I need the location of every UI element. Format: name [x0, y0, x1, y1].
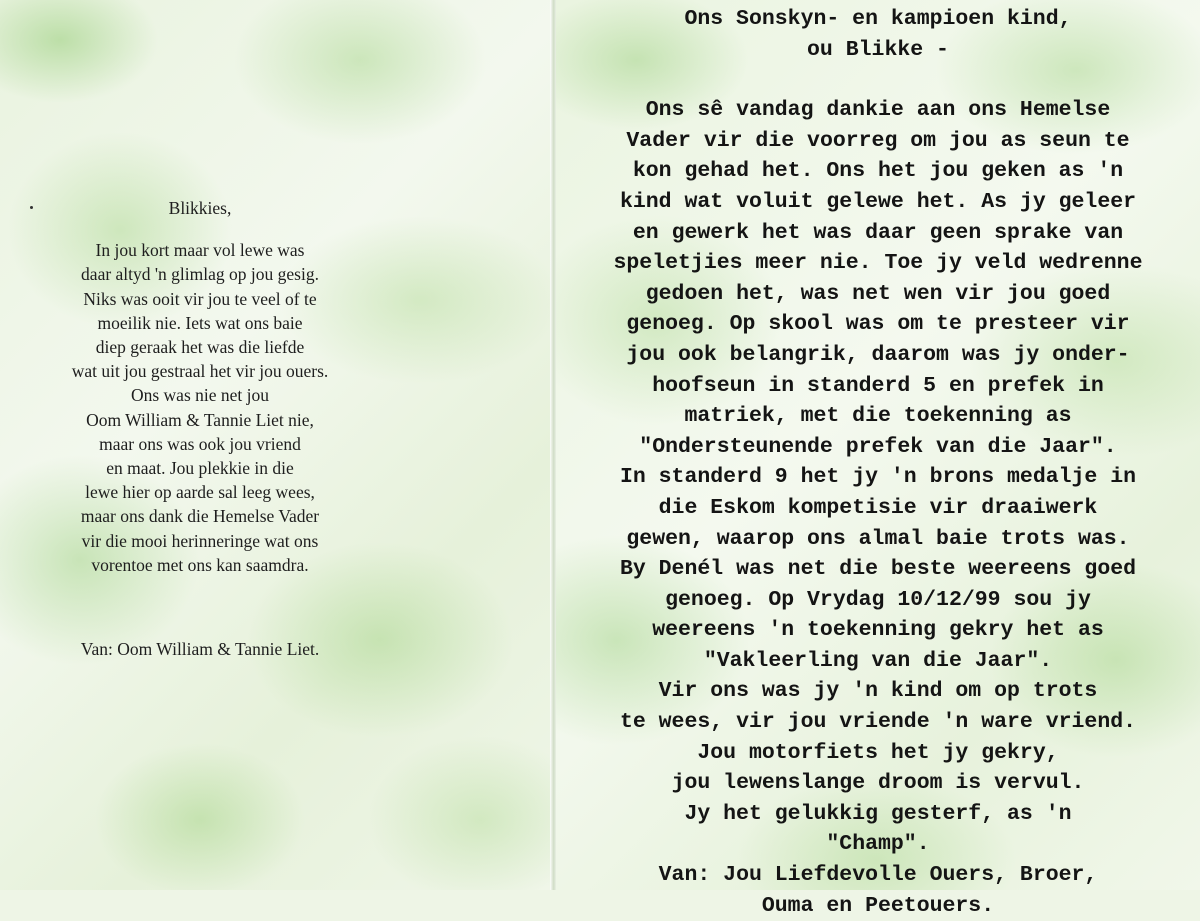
left-card-greeting: Blikkies,: [168, 198, 232, 218]
right-card-line: matriek, met die toekenning as: [684, 404, 1072, 429]
right-card-line: Jy het gelukkig gesterf, as 'n: [684, 801, 1072, 826]
left-card-page: [0, 0, 552, 890]
left-card-line: vorentoe met ons kan saamdra.: [91, 554, 309, 575]
left-card-line: maar ons was ook jou vriend: [99, 433, 301, 454]
left-card-line: en maat. Jou plekkie in die: [106, 458, 294, 479]
right-card-line: "Ondersteunende prefek van die Jaar".: [639, 434, 1117, 459]
left-card-line: Oom William & Tannie Liet nie,: [86, 409, 314, 430]
right-card-line: Ouma en Peetouers.: [761, 893, 995, 918]
right-card-line: genoeg. Op skool was om te presteer vir: [626, 312, 1130, 337]
left-card-line: vir die mooi herinneringe wat ons: [81, 530, 319, 551]
left-card-signoff: Van: Oom William & Tannie Liet.: [80, 639, 320, 660]
left-card-line: daar altyd 'n glimlag op jou gesig.: [81, 264, 319, 285]
left-card-line: maar ons dank die Hemelse Vader: [80, 506, 320, 527]
right-card-line: jou lewenslange droom is vervul.: [671, 771, 1085, 796]
right-card-line: te wees, vir jou vriende 'n ware vriend.: [619, 710, 1137, 735]
right-card-line: en gewerk het was daar geen sprake van: [632, 220, 1124, 245]
right-card-title-line: ou Blikke -: [807, 37, 949, 62]
right-card-line: "Vakleerling van die Jaar".: [703, 648, 1053, 673]
right-card-line: Vader vir die voorreg om jou as seun te: [626, 128, 1130, 153]
right-card-line: weereens 'n toekenning gekry het as: [652, 618, 1104, 643]
right-card-line: Vir ons was jy 'n kind om op trots: [658, 679, 1098, 704]
left-card-line: In jou kort maar vol lewe was: [95, 240, 305, 261]
right-card-line: gedoen het, was net wen vir jou goed: [645, 281, 1111, 306]
right-card-line: In standerd 9 het jy 'n brons medalje in: [619, 465, 1137, 490]
right-card-title: [556, 4, 1200, 65]
right-card-line: jou ook belangrik, daarom was jy onder-: [626, 342, 1130, 367]
right-card-line: "Champ".: [826, 832, 930, 857]
left-card-line: lewe hier op aarde sal leeg wees,: [85, 482, 315, 503]
right-card-title-line: Ons Sonskyn- en kampioen kind,: [684, 7, 1072, 31]
right-card-line: By Denél was net die beste weereens goed: [619, 557, 1137, 582]
right-card-line: Ons sê vandag dankie aan ons Hemelse: [645, 98, 1111, 123]
right-card-line: die Eskom kompetisie vir draaiwerk: [658, 495, 1098, 520]
right-card-line: kind wat voluit gelewe het. As jy geleer: [619, 189, 1137, 214]
left-card-line: moeilik nie. Iets wat ons baie: [97, 312, 303, 333]
right-card-line: hoofseun in standerd 5 en prefek in: [652, 373, 1104, 398]
right-card-line: Jou motorfiets het jy gekry,: [697, 740, 1059, 765]
right-card-line: Van: Jou Liefdevolle Ouers, Broer,: [658, 863, 1098, 888]
left-card-line: diep geraak het was die liefde: [95, 337, 305, 358]
right-card-text: [556, 4, 1200, 921]
left-card-line: Niks was ooit vir jou te veel of te: [83, 288, 317, 309]
right-card-line: gewen, waarop ons almal baie trots was.: [626, 526, 1130, 551]
right-card-line: kon gehad het. Ons het jou geken as 'n: [632, 159, 1124, 184]
right-card-page: [556, 0, 1200, 918]
left-card-text: [0, 196, 400, 661]
left-card-line: wat uit jou gestraal het vir jou ouers.: [71, 361, 329, 382]
left-card-line: Ons was nie net jou: [130, 385, 270, 406]
right-card-line: genoeg. Op Vrydag 10/12/99 sou jy: [665, 587, 1091, 612]
right-card-line: speletjies meer nie. Toe jy veld wedrenne: [613, 251, 1143, 276]
